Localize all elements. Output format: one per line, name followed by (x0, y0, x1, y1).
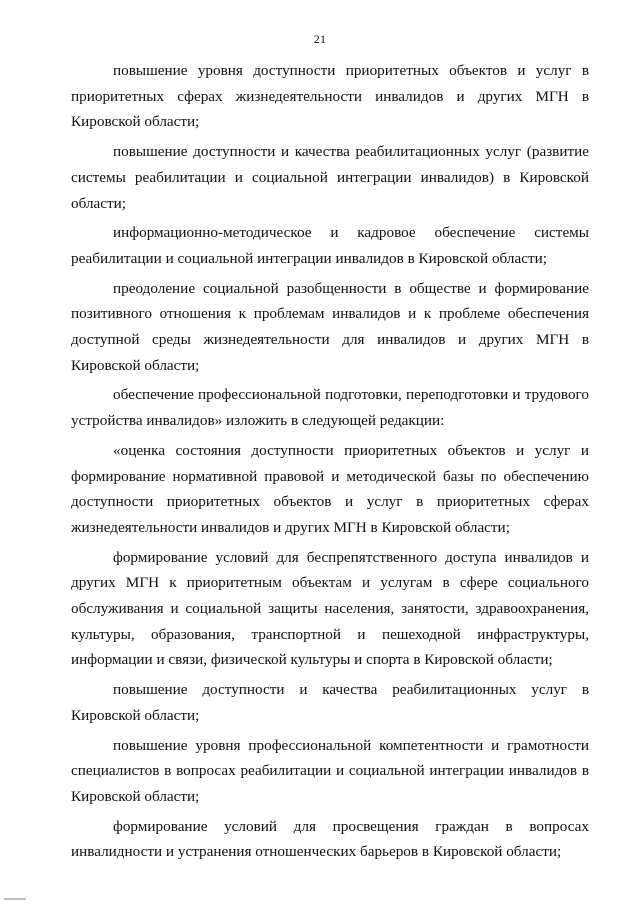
paragraph: преодоление социальной разобщенности в обществе и формирование позитивного отношения к проблемам инвалидов и к проблеме обеспечения доступной среды жизнедеятельности для инвалидов и других МГН в Кировской области; (71, 279, 589, 374)
document-body (71, 58, 589, 869)
paragraph: формирование условий для беспрепятственного доступа инвалидов и других МГН к приоритетным объектам и услугам в сфере социального обслуживания и социальной защиты населения, занятости, здравоохранения, культуры, образования, транспортной и пешеходной инфраструктуры, информации и связи, физической культуры и спорта в Кировской области; (71, 548, 589, 669)
paragraph: формирование условий для просвещения граждан в вопросах инвалидности и устранения отношенческих барьеров в Кировской области; (71, 817, 589, 861)
scan-artifact (4, 898, 26, 900)
paragraph: повышение доступности и качества реабилитационных услуг (развитие системы реабилитации и социальной интеграции инвалидов) в Кировской области; (71, 143, 589, 212)
page-number: 21 (313, 32, 327, 46)
paragraph: «оценка состояния доступности приоритетных объектов и услуг и формирование нормативной правовой и методической базы по обеспечению доступности приоритетных объектов и услуг в приоритетных сферах жизнедеятельности инвалидов и других МГН в Кировской области; (71, 441, 589, 536)
paragraph: повышение уровня профессиональной компетентности и грамотности специалистов в вопросах реабилитации и социальной интеграции инвалидов в Кировской области; (71, 736, 589, 805)
paragraph: повышение доступности и качества реабилитационных услуг в Кировской области; (71, 681, 589, 724)
paragraph: информационно-методическое и кадровое обеспечение системы реабилитации и социальной интеграции инвалидов в Кировской области; (71, 224, 589, 267)
paragraph: повышение уровня доступности приоритетных объектов и услуг в приоритетных сферах жизнедеятельности инвалидов и других МГН в Кировской области; (71, 62, 589, 131)
paragraph: обеспечение профессиональной подготовки, переподготовки и трудового устройства инвалидов» изложить в следующей редакции: (71, 386, 589, 430)
